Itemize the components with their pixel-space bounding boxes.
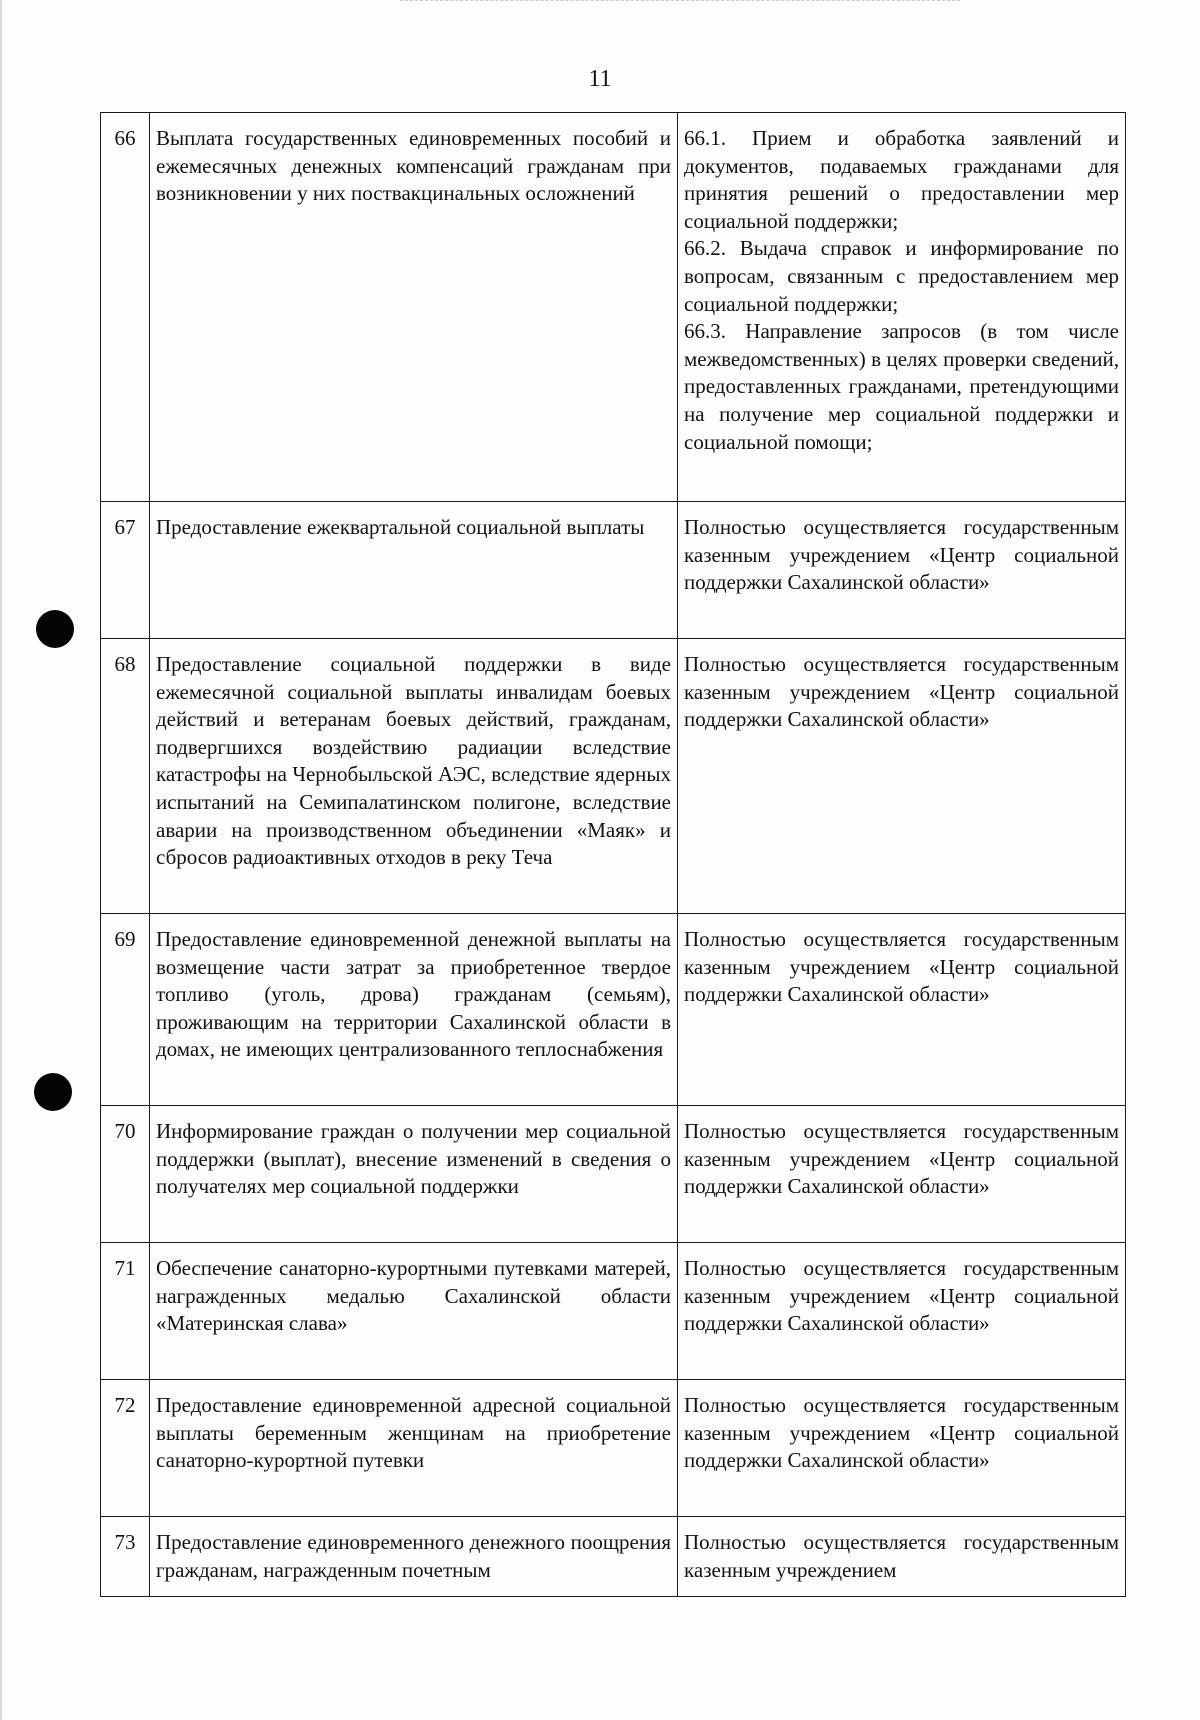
service-description <box>678 113 1126 502</box>
punch-hole <box>36 610 74 648</box>
table-row <box>101 1106 1126 1243</box>
service-description: Полностью осуществляется государственным казенным учреждением «Центр социальной поддержки Сахалинской области» <box>678 639 1126 914</box>
row-number: 71 <box>101 1243 150 1380</box>
row-number: 66 <box>101 113 150 502</box>
scan-edge-line <box>0 0 2 1720</box>
service-description: Полностью осуществляется государственным казенным учреждением <box>678 1517 1126 1597</box>
service-description: Полностью осуществляется государственным казенным учреждением «Центр социальной поддержки Сахалинской области» <box>678 1106 1126 1243</box>
service-description: Полностью осуществляется государственным казенным учреждением «Центр социальной поддержки Сахалинской области» <box>678 914 1126 1106</box>
service-name: Предоставление единовременного денежного поощрения гражданам, награжденным почетным <box>150 1517 678 1597</box>
service-name: Обеспечение санаторно-курортными путевками матерей, награжденных медалью Сахалинской области «Материнская слава» <box>150 1243 678 1380</box>
table-row <box>101 914 1126 1106</box>
table-row <box>101 639 1126 914</box>
table-row <box>101 113 1126 502</box>
description-item: 66.1. Прием и обработка заявлений и документов, подаваемых гражданами для принятия решений о предоставлении мер социальной поддержки; <box>684 126 1119 233</box>
service-name: Предоставление социальной поддержки в виде ежемесячной социальной выплаты инвалидам боевых действий и ветеранам боевых действий, гражданам, подвергшихся воздействию радиации вследствие катастрофы на Чернобыльской АЭС, вследствие ядерных испытаний на Семипалатинском полигоне, вследствие аварии на производственном объединении «Маяк» и сбросов радиоактивных отходов в реку Теча <box>150 639 678 914</box>
table-row <box>101 1380 1126 1517</box>
service-name: Предоставление ежеквартальной социальной выплаты <box>150 502 678 639</box>
row-number: 68 <box>101 639 150 914</box>
service-name: Информирование граждан о получении мер социальной поддержки (выплат), внесение изменений в сведения о получателях мер социальной поддержки <box>150 1106 678 1243</box>
description-item: 66.3. Направление запросов (в том числе межведомственных) в целях проверки сведений, предоставленных гражданами, претендующими на получение мер социальной поддержки и социальной помощи; <box>684 319 1119 454</box>
scan-top-line <box>400 0 960 2</box>
service-description: Полностью осуществляется государственным казенным учреждением «Центр социальной поддержки Сахалинской области» <box>678 1243 1126 1380</box>
table-row <box>101 502 1126 639</box>
service-name: Предоставление единовременной адресной социальной выплаты беременным женщинам на приобретение санаторно-курортной путевки <box>150 1380 678 1517</box>
row-number: 69 <box>101 914 150 1106</box>
service-description: Полностью осуществляется государственным казенным учреждением «Центр социальной поддержки Сахалинской области» <box>678 1380 1126 1517</box>
service-description: Полностью осуществляется государственным казенным учреждением «Центр социальной поддержки Сахалинской области» <box>678 502 1126 639</box>
description-item: 66.2. Выдача справок и информирование по вопросам, связанным с предоставлением мер социальной поддержки; <box>684 236 1119 316</box>
service-name: Выплата государственных единовременных пособий и ежемесячных денежных компенсаций гражданам при возникновении у них поствакцинальных осложнений <box>150 113 678 502</box>
row-number: 67 <box>101 502 150 639</box>
row-number: 73 <box>101 1517 150 1597</box>
page-number: 11 <box>588 66 612 92</box>
service-name: Предоставление единовременной денежной выплаты на возмещение части затрат за приобретенное твердое топливо (уголь, дрова) гражданам (семьям), проживающим на территории Сахалинской области в домах, не имеющих централизованного теплоснабжения <box>150 914 678 1106</box>
table-row <box>101 1517 1126 1597</box>
table-row <box>101 1243 1126 1380</box>
row-number: 70 <box>101 1106 150 1243</box>
services-table <box>100 112 1126 1597</box>
punch-hole <box>34 1073 72 1111</box>
row-number: 72 <box>101 1380 150 1517</box>
